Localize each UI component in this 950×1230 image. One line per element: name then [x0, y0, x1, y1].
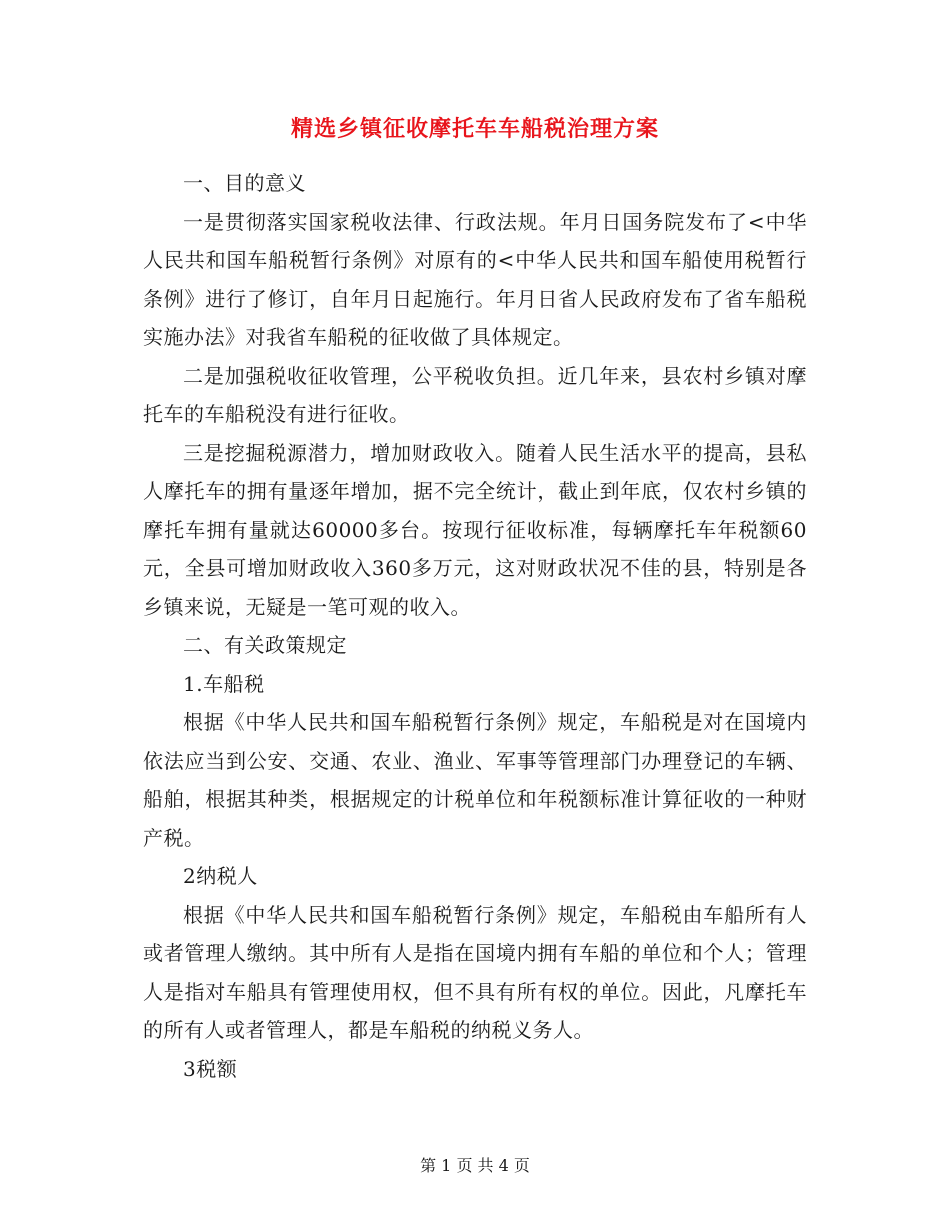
section-heading-policy: 二、有关政策规定 [183, 633, 347, 657]
document-body [143, 164, 807, 1088]
section-heading-purpose: 一、目的意义 [183, 171, 306, 195]
paragraph: 一是贯彻落实国家税收法律、行政法规。年月日国务院发布了<中华人民共和国车船税暂行条例》对原有的<中华人民共和国车船使用税暂行条例》进行了修订，自年月日起施行。年月日省人民政府发布了省车船税实施办法》对我省车船税的征收做了具体规定。 [143, 209, 807, 349]
paragraph: 根据《中华人民共和国车船税暂行条例》规定，车船税是对在国境内依法应当到公安、交通、农业、渔业、军事等管理部门办理登记的车辆、船舶，根据其种类，根据规定的计税单位和年税额标准计算征收的一种财产税。 [143, 710, 807, 850]
subheading: 3税额 [183, 1056, 238, 1081]
paragraph: 三是挖掘税源潜力，增加财政收入。随着人民生活水平的提高，县私人摩托车的拥有量逐年增加，据不完全统计，截止到年底，仅农村乡镇的摩托车拥有量就达60000多台。按现行征收标准，每辆摩托车年税额60元，全县可增加财政收入360多万元，这对财政状况不佳的县，特别是各乡镇来说，无疑是一笔可观的收入。 [143, 440, 807, 619]
paragraph: 根据《中华人民共和国车船税暂行条例》规定，车船税由车船所有人或者管理人缴纳。其中所有人是指在国境内拥有车船的单位和个人；管理人是指对车船具有管理使用权，但不具有所有权的单位。因此，凡摩托车的所有人或者管理人，都是车船税的纳税义务人。 [143, 902, 807, 1042]
page-number-footer: 第 1 页 共 4 页 [420, 1156, 530, 1175]
document-title: 精选乡镇征收摩托车车船税治理方案 [290, 116, 659, 142]
subheading: 2纳税人 [183, 864, 258, 888]
subheading: 1.车船税 [183, 671, 265, 696]
paragraph: 二是加强税收征收管理，公平税收负担。近几年来，县农村乡镇对摩托车的车船税没有进行征收。 [143, 363, 807, 426]
